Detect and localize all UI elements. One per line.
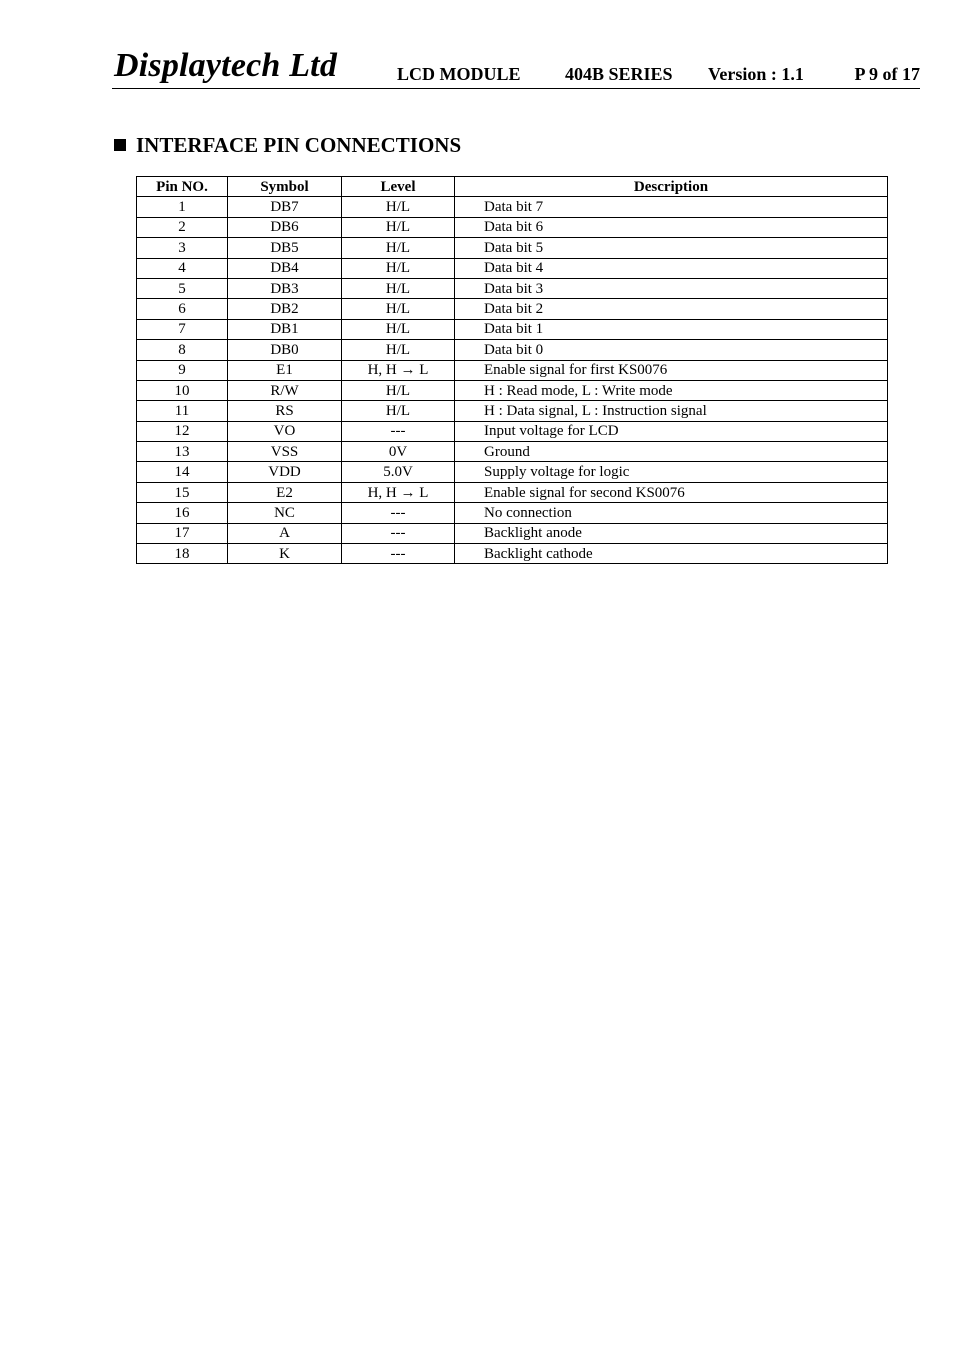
pin-number-cell: 15 <box>137 482 228 502</box>
pin-number-cell: 14 <box>137 462 228 482</box>
table-header-row <box>137 177 888 197</box>
description-cell: Data bit 6 <box>455 217 888 237</box>
level-cell: H/L <box>342 278 455 298</box>
table-row <box>137 360 888 380</box>
page-header <box>112 44 920 89</box>
level-cell: H/L <box>342 340 455 360</box>
symbol-cell: DB4 <box>228 258 342 278</box>
description-cell: Backlight anode <box>455 523 888 543</box>
pin-number-cell: 5 <box>137 278 228 298</box>
description-cell: Ground <box>455 442 888 462</box>
level-cell: H/L <box>342 217 455 237</box>
description-cell: H : Data signal, L : Instruction signal <box>455 401 888 421</box>
symbol-cell: DB5 <box>228 238 342 258</box>
level-cell: H/L <box>342 197 455 217</box>
pin-number-cell: 12 <box>137 421 228 441</box>
symbol-cell: VDD <box>228 462 342 482</box>
table-row <box>137 217 888 237</box>
description-cell: No connection <box>455 503 888 523</box>
table-row <box>137 380 888 400</box>
page-number: P 9 of 17 <box>854 64 920 84</box>
symbol-cell: DB7 <box>228 197 342 217</box>
pin-number-cell: 17 <box>137 523 228 543</box>
table-row <box>137 258 888 278</box>
description-cell: Supply voltage for logic <box>455 462 888 482</box>
header-pin-no: Pin NO. <box>137 177 228 197</box>
header-description: Description <box>455 177 888 197</box>
table-row <box>137 503 888 523</box>
level-cell: H/L <box>342 380 455 400</box>
pin-number-cell: 7 <box>137 319 228 339</box>
section-heading <box>114 130 461 160</box>
symbol-cell: RS <box>228 401 342 421</box>
table-row <box>137 401 888 421</box>
level-cell: H, H → L <box>342 360 455 380</box>
section-title: INTERFACE PIN CONNECTIONS <box>136 133 462 157</box>
symbol-cell: K <box>228 544 342 564</box>
table-row <box>137 544 888 564</box>
level-cell: H/L <box>342 319 455 339</box>
table-row <box>137 197 888 217</box>
series-label: 404B SERIES <box>565 64 673 84</box>
company-name: Displaytech Ltd <box>114 47 338 84</box>
symbol-cell: DB6 <box>228 217 342 237</box>
symbol-cell: NC <box>228 503 342 523</box>
pin-number-cell: 9 <box>137 360 228 380</box>
description-cell: Data bit 3 <box>455 278 888 298</box>
pin-number-cell: 1 <box>137 197 228 217</box>
description-cell: Data bit 1 <box>455 319 888 339</box>
header-level: Level <box>342 177 455 197</box>
description-cell: Data bit 2 <box>455 299 888 319</box>
description-cell: Data bit 5 <box>455 238 888 258</box>
pin-number-cell: 18 <box>137 544 228 564</box>
header-symbol: Symbol <box>228 177 342 197</box>
symbol-cell: R/W <box>228 380 342 400</box>
level-cell: 0V <box>342 442 455 462</box>
symbol-cell: A <box>228 523 342 543</box>
symbol-cell: DB3 <box>228 278 342 298</box>
module-label: LCD MODULE <box>397 64 521 84</box>
symbol-cell: VO <box>228 421 342 441</box>
pin-number-cell: 3 <box>137 238 228 258</box>
table-row <box>137 238 888 258</box>
table-row <box>137 319 888 339</box>
table-row <box>137 442 888 462</box>
table-row <box>137 482 888 502</box>
description-cell: Backlight cathode <box>455 544 888 564</box>
pin-number-cell: 13 <box>137 442 228 462</box>
pin-number-cell: 4 <box>137 258 228 278</box>
version-label: Version : 1.1 <box>708 64 804 84</box>
table-row <box>137 421 888 441</box>
level-cell: H/L <box>342 299 455 319</box>
level-cell: --- <box>342 421 455 441</box>
description-cell: Data bit 0 <box>455 340 888 360</box>
table-row <box>137 340 888 360</box>
description-cell: Data bit 7 <box>455 197 888 217</box>
square-bullet-icon <box>114 139 126 151</box>
level-cell: H/L <box>342 258 455 278</box>
table-row <box>137 462 888 482</box>
pin-number-cell: 6 <box>137 299 228 319</box>
pin-number-cell: 11 <box>137 401 228 421</box>
level-cell: 5.0V <box>342 462 455 482</box>
description-cell: Enable signal for first KS0076 <box>455 360 888 380</box>
table-row <box>137 523 888 543</box>
level-cell: H/L <box>342 401 455 421</box>
description-cell: Data bit 4 <box>455 258 888 278</box>
level-cell: --- <box>342 503 455 523</box>
table-row <box>137 299 888 319</box>
symbol-cell: DB0 <box>228 340 342 360</box>
description-cell: H : Read mode, L : Write mode <box>455 380 888 400</box>
pin-number-cell: 2 <box>137 217 228 237</box>
pin-number-cell: 10 <box>137 380 228 400</box>
pin-number-cell: 16 <box>137 503 228 523</box>
symbol-cell: E2 <box>228 482 342 502</box>
level-cell: H/L <box>342 238 455 258</box>
symbol-cell: E1 <box>228 360 342 380</box>
symbol-cell: DB2 <box>228 299 342 319</box>
level-cell: --- <box>342 544 455 564</box>
level-cell: --- <box>342 523 455 543</box>
pin-number-cell: 8 <box>137 340 228 360</box>
pin-connections-table <box>136 176 888 564</box>
description-cell: Enable signal for second KS0076 <box>455 482 888 502</box>
symbol-cell: DB1 <box>228 319 342 339</box>
description-cell: Input voltage for LCD <box>455 421 888 441</box>
table-row <box>137 278 888 298</box>
level-cell: H, H → L <box>342 482 455 502</box>
symbol-cell: VSS <box>228 442 342 462</box>
